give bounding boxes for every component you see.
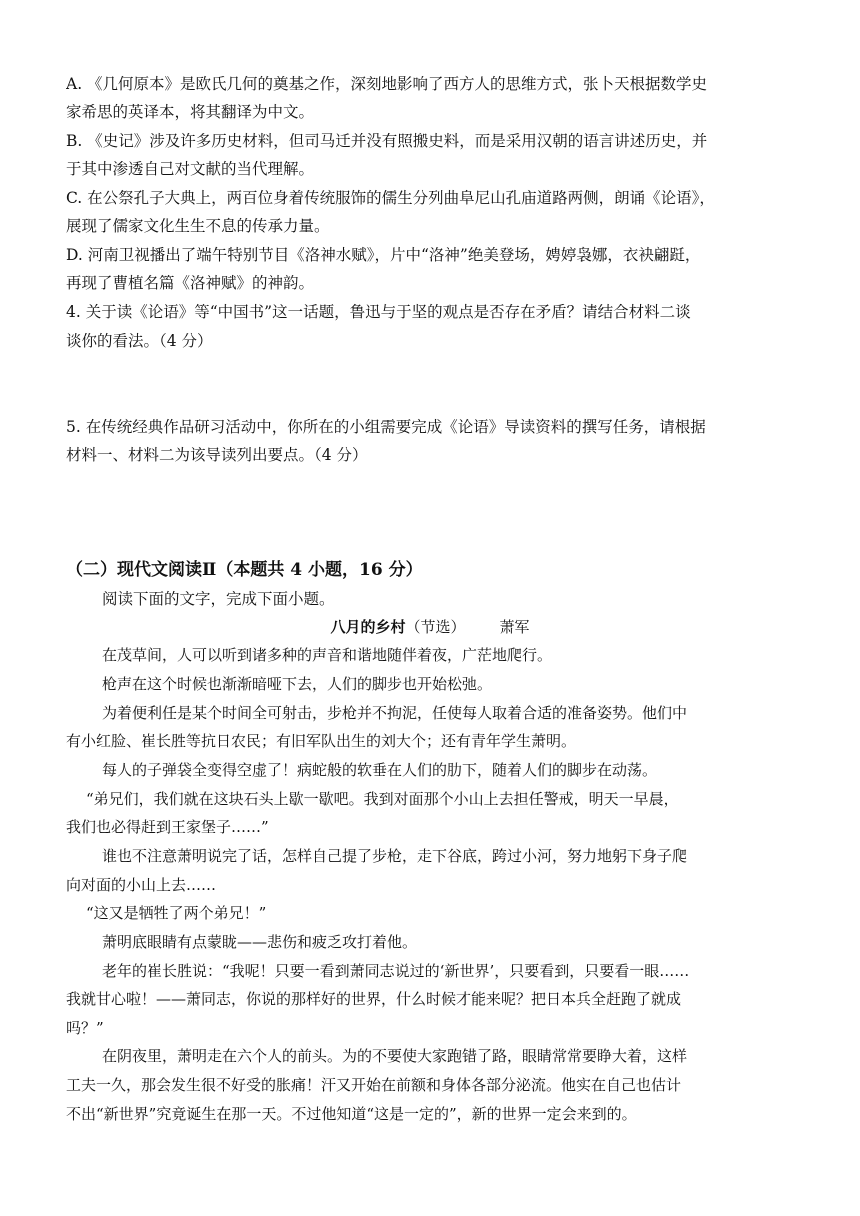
passage-line: 吗？” xyxy=(66,1019,104,1037)
passage-line: 向对面的小山上去…… xyxy=(66,876,217,894)
passage-title xyxy=(0,616,860,638)
option-c-line-2: 展现了儒家文化生生不息的传承力量。 xyxy=(66,217,330,235)
option-d-line-1: D. 河南卫视播出了端午特别节目《洛神水赋》，片中“洛神”绝美登场，娉婷袅娜，衣袂翩跹， xyxy=(66,246,701,264)
passage-line: 老年的崔长胜说：“我呢！只要一看到萧同志说过的‘新世界’，只要看到，只要看一眼…… xyxy=(102,962,690,980)
passage-line: 谁也不注意萧明说完了话，怎样自己提了步枪，走下谷底，跨过小河，努力地躬下身子爬 xyxy=(102,847,688,865)
question-4-line-1: 4. 关于读《论语》等“中国书”这一话题，鲁迅与于坚的观点是否存在矛盾？请结合材料二谈 xyxy=(66,303,691,321)
passage-line: 我们也必得赶到王家堡子……” xyxy=(66,818,269,836)
passage-line: 不出“新世界”究竟诞生在那一天。不过他知道“这是一定的”，新的世界一定会来到的。 xyxy=(66,1105,637,1123)
passage-title-note: （节选） xyxy=(405,618,466,636)
question-5-line-2: 材料一、材料二为该导读列出要点。（4 分） xyxy=(66,446,368,464)
passage-line: “弟兄们，我们就在这块石头上歇一歇吧。我到对面那个小山上去担任警戒，明天一早晨， xyxy=(86,790,679,808)
option-c-line-1: C. 在公祭孔子大典上，两百位身着传统服饰的儒生分列曲阜尼山孔庙道路两侧，朗诵《论语》， xyxy=(66,189,715,207)
option-b-line-2: 于其中渗透自己对文献的当代理解。 xyxy=(66,160,315,178)
passage-title-text: 八月的乡村 xyxy=(330,618,406,636)
option-a-line-1: A. 《几何原本》是欧氏几何的奠基之作，深刻地影响了西方人的思维方式，张卜天根据数学史 xyxy=(66,75,708,93)
passage-line: 在阴夜里，萧明走在六个人的前头。为的不要使大家跑错了路，眼睛常常要睁大着，这样 xyxy=(102,1047,688,1065)
passage-line: 萧明底眼睛有点蒙眬——悲伤和疲乏攻打着他。 xyxy=(102,933,418,951)
passage-line: 在茂草间，人可以听到诸多种的声音和谐地随伴着夜，广茫地爬行。 xyxy=(102,646,553,664)
passage-line: 我就甘心啦！——萧同志，你说的那样好的世界，什么时候才能来呢？把日本兵全赶跑了就成 xyxy=(66,990,682,1008)
passage-line: 每人的子弹袋全变得空虚了！病蛇般的软垂在人们的肋下，随着人们的脚步在动荡。 xyxy=(102,761,658,779)
passage-line: 为着便利任是某个时间全可射击，步枪并不拘泥，任使每人取着合适的准备姿势。他们中 xyxy=(102,704,688,722)
passage-line: 有小红脸、崔长胜等抗日农民；有旧军队出生的刘大个；还有青年学生萧明。 xyxy=(66,732,577,750)
section-title: （二）现代文阅读Ⅱ（本题共 4 小题，16 分） xyxy=(66,560,423,580)
question-4-line-2: 谈你的看法。（4 分） xyxy=(66,332,213,350)
option-b-line-1: B. 《史记》涉及许多历史材料，但司马迁并没有照搬史料，而是采用汉朝的语言讲述历史，并 xyxy=(66,132,708,150)
question-5-line-1: 5. 在传统经典作品研习活动中，你所在的小组需要完成《论语》导读资料的撰写任务，请根据 xyxy=(66,418,706,436)
passage-author: 萧军 xyxy=(499,618,530,636)
passage-line: 工夫一久，那会发生很不好受的胀痛！汗又开始在前额和身体各部分泌流。他实在自己也估计 xyxy=(66,1076,682,1094)
option-a-line-2: 家希思的英译本，将其翻译为中文。 xyxy=(66,103,315,121)
passage-line: “这又是牺牲了两个弟兄！” xyxy=(86,904,267,922)
option-d-line-2: 再现了曹植名篇《洛神赋》的神韵。 xyxy=(66,274,315,292)
section-instruction: 阅读下面的文字，完成下面小题。 xyxy=(102,590,335,608)
passage-line: 枪声在这个时候也渐渐暗哑下去，人们的脚步也开始松弛。 xyxy=(102,675,493,693)
